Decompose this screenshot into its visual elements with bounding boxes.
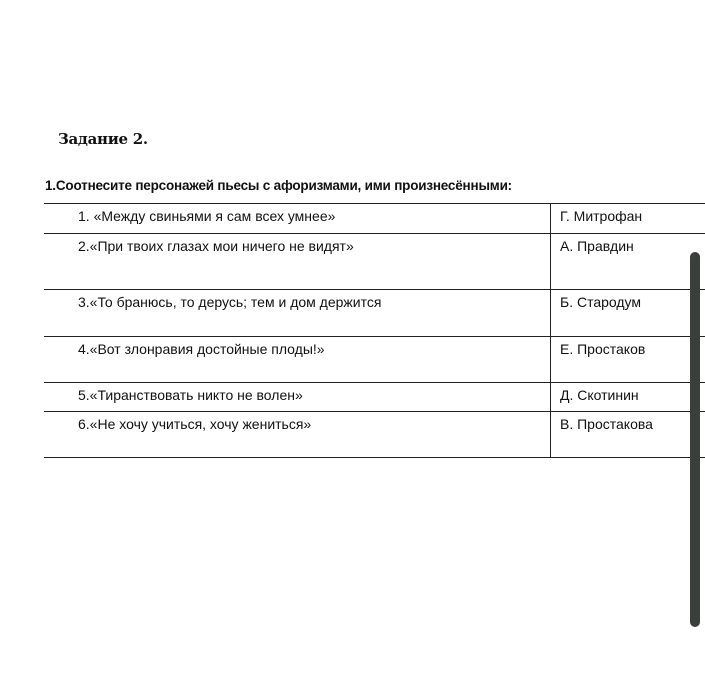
table-row xyxy=(44,383,705,412)
character-text: Е. Простаков xyxy=(560,341,646,357)
character-text: Г. Митрофан xyxy=(560,208,643,224)
quote-text: 1. «Между свиньями я сам всех умнее» xyxy=(78,208,336,224)
character-text: В. Простакова xyxy=(560,416,653,432)
table-row xyxy=(44,337,705,383)
table-row xyxy=(44,290,705,337)
quote-cell xyxy=(44,234,551,290)
quote-cell xyxy=(44,383,551,412)
quote-text: 5.«Тиранствовать никто не волен» xyxy=(78,387,303,403)
character-cell xyxy=(551,290,705,337)
quote-cell xyxy=(44,412,551,458)
character-cell xyxy=(551,204,705,234)
task-instruction: 1.Соотнесите персонажей пьесы с афоризмами, ими произнесёнными: xyxy=(45,178,512,193)
character-cell xyxy=(551,337,705,383)
character-text: А. Правдин xyxy=(560,238,634,254)
quote-cell xyxy=(44,204,551,234)
matching-table xyxy=(44,203,705,458)
character-cell xyxy=(551,412,705,458)
quote-cell xyxy=(44,337,551,383)
task-heading: Задание 2. xyxy=(58,130,148,148)
quote-text: 6.«Не хочу учиться, хочу жениться» xyxy=(78,416,312,432)
quote-cell xyxy=(44,290,551,337)
character-text: Б. Стародум xyxy=(560,294,642,310)
character-cell xyxy=(551,234,705,290)
character-text: Д. Скотинин xyxy=(560,387,639,403)
quote-text: 4.«Вот злонравия достойные плоды!» xyxy=(78,341,325,357)
table-row xyxy=(44,412,705,458)
table-row xyxy=(44,204,705,234)
quote-text: 2.«При твоих глазах мои ничего не видят» xyxy=(78,238,354,254)
table-row xyxy=(44,234,705,290)
vertical-scrollbar[interactable] xyxy=(690,252,700,627)
character-cell xyxy=(551,383,705,412)
quote-text: 3.«То бранюсь, то дерусь; тем и дом держится xyxy=(78,294,382,310)
